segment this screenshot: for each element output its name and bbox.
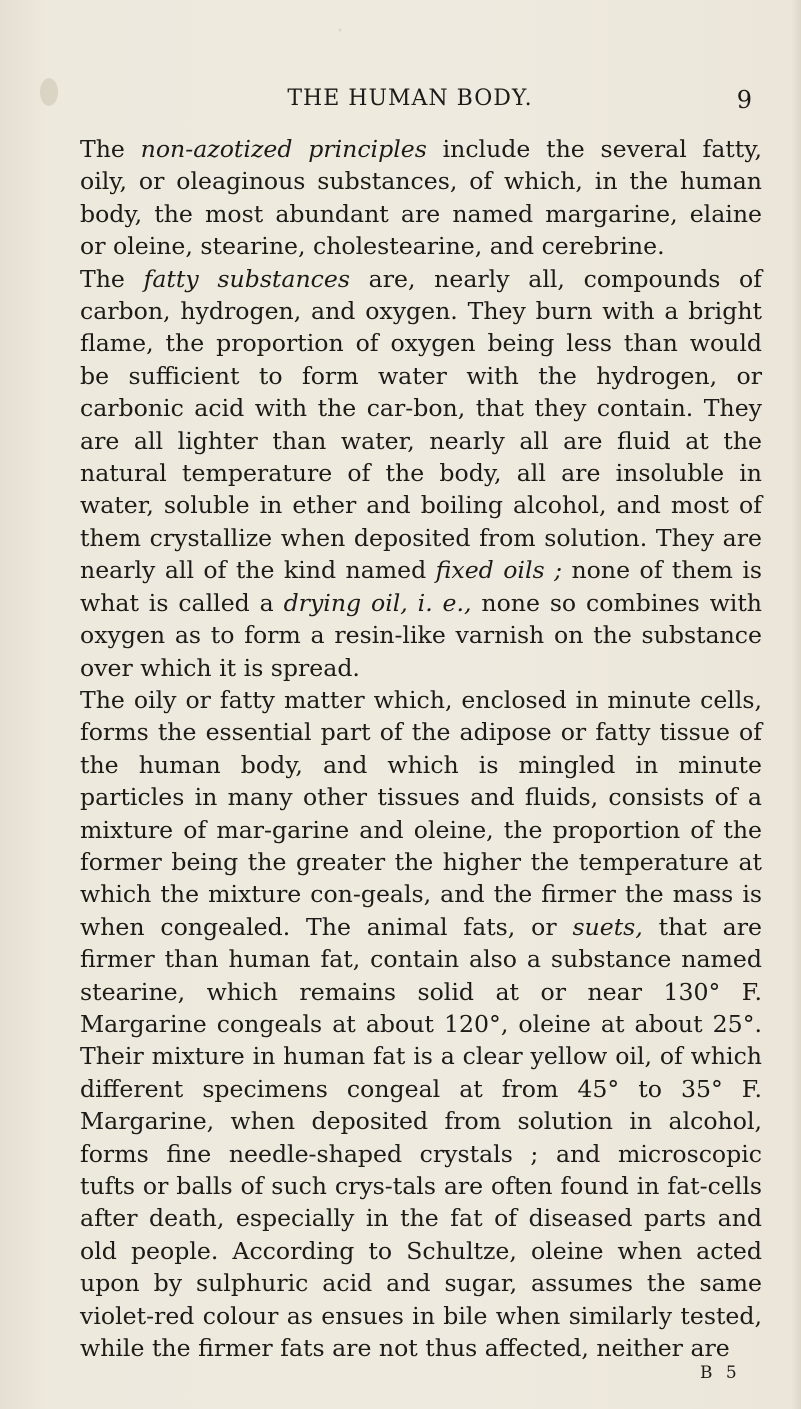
italic-term: fixed oils ; bbox=[435, 556, 563, 585]
page-header bbox=[60, 86, 760, 126]
page-edge-shadow bbox=[791, 0, 801, 1409]
paragraph bbox=[80, 263, 762, 684]
paper-specks bbox=[300, 20, 500, 40]
paragraph bbox=[80, 684, 762, 1365]
text-run: none of them is what is called a bbox=[80, 556, 762, 617]
paper-stain bbox=[40, 78, 58, 106]
italic-term: drying oil, i. e., bbox=[283, 588, 472, 617]
running-head: THE HUMAN BODY. bbox=[287, 86, 533, 111]
text-run: that are firmer than human fat, contain also a substance named stearine, which remains solid at or near 130° F. Margarine congeals at about 120°, oleine at about 25°. Their mixture in human fat is a clear yellow oil, of which different specimens congeal at from 45° to 35° F. Margarine, when deposited from solution in alcohol, forms fine needle-shaped crystals ; and microscopic tufts or balls of such crys-tals are often found in fat-cells after death, especially in the fat of diseased parts and old people. According to Schultze, oleine when acted upon by sulphuric acid and sugar, assumes the same violet-red colour as ensues in bile when similarly tested, while the firmer fats are not thus affected, neither are bbox=[80, 912, 762, 1363]
text-run: are, nearly all, compounds of carbon, hydrogen, and oxygen. They burn with a bright flame, the proportion of oxygen being less than would be sufficient to form water with the hydrogen, or carbonic acid with the car-bon, that they contain. They are all lighter than water, nearly all are fluid at the natural temperature of the body, all are insoluble in water, soluble in ether and boiling alcohol, and most of them crystallize when deposited from solution. They are nearly all of the kind named bbox=[80, 264, 762, 585]
italic-term: non-azotized principles bbox=[140, 135, 427, 163]
italic-term: suets, bbox=[572, 912, 643, 941]
page-number: 9 bbox=[736, 86, 752, 114]
text-run: none so combines with oxygen as to form a resin-like varnish on the substance over which it is spread. bbox=[80, 588, 762, 682]
text-run: The oily or fatty matter which, enclosed in minute cells, forms the essential part of the adipose or fatty tissue of the human body, and which is mingled in minute particles in many other tissues and fluids, consists of a mixture of mar-garine and oleine, the proportion of the former being the greater the higher the temperature at which the mixture con-geals, and the firmer the mass is when congealed. The animal fats, or bbox=[80, 685, 762, 941]
signature-mark: B 5 bbox=[700, 1363, 741, 1383]
text-run: The bbox=[80, 264, 144, 293]
body-text bbox=[80, 133, 762, 1364]
text-run: include the several fatty, oily, or oleaginous substances, of which, in the human body, the most abundant are named margarine, elaine or oleine, stearine, cholestearine, and cerebrine. bbox=[80, 135, 762, 261]
italic-term: fatty substances bbox=[143, 264, 350, 293]
paragraph bbox=[80, 133, 762, 263]
text-run: The bbox=[80, 135, 141, 163]
